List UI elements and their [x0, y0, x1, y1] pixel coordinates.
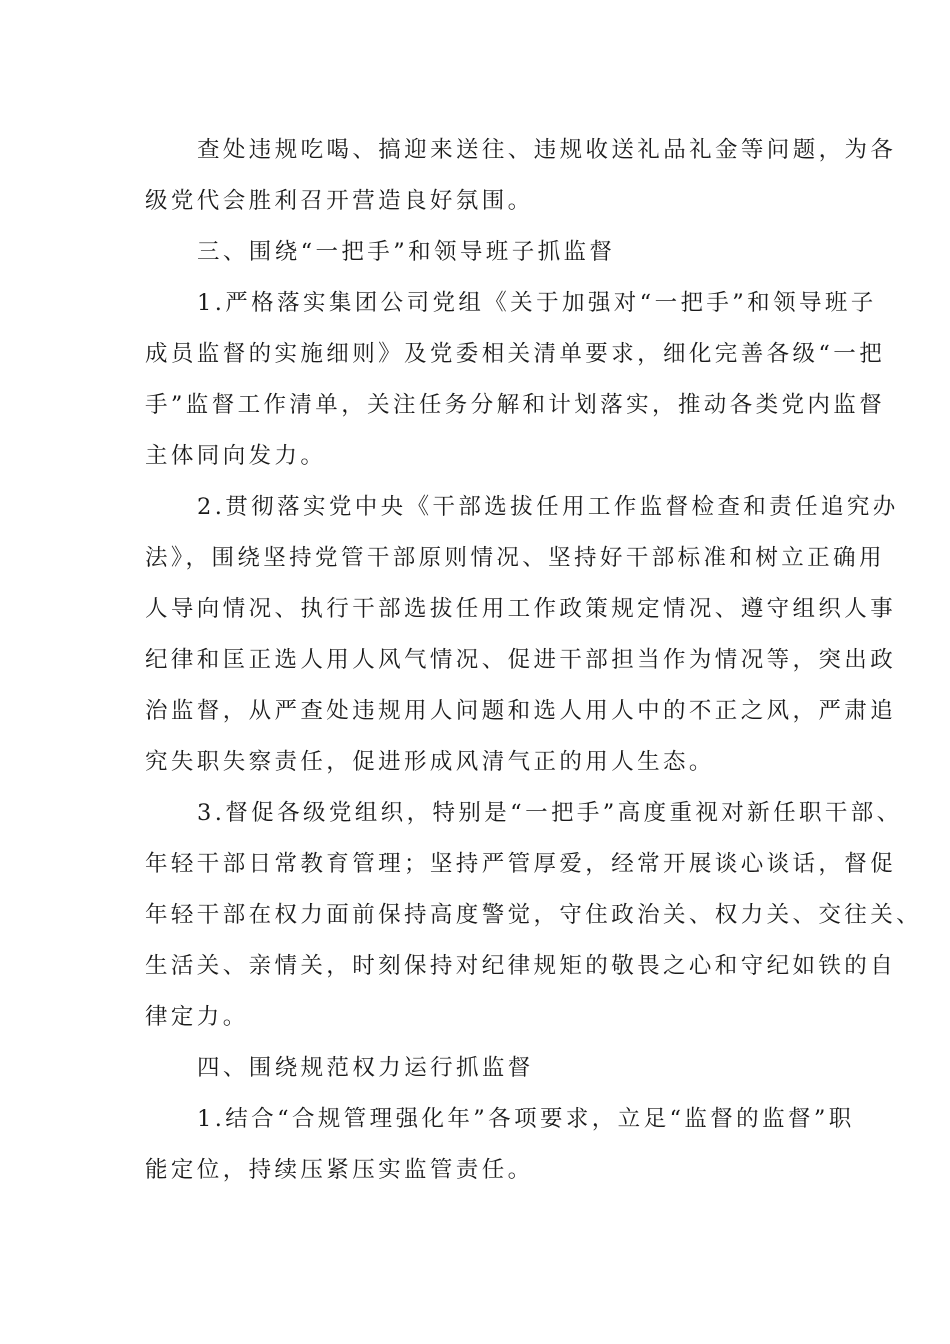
paragraph-line: 2.贯彻落实党中央《干部选拔任用工作监督检查和责任追究办 [197, 494, 899, 520]
paragraph-line: 3.督促各级党组织，特别是“一把手”高度重视对新任职干部、 [197, 800, 903, 826]
paragraph-line: 1.结合“合规管理强化年”各项要求，立足“监督的监督”职 [197, 1106, 855, 1132]
paragraph-line: 手”监督工作清单，关注任务分解和计划落实，推动各类党内监督 [145, 392, 886, 418]
paragraph-line: 1.严格落实集团公司党组《关于加强对“一把手”和领导班子 [197, 290, 877, 316]
paragraph-line: 主体同向发力。 [145, 443, 327, 469]
paragraph-line: 能定位，持续压紧压实监管责任。 [145, 1157, 534, 1183]
paragraph-line: 查处违规吃喝、搞迎来送往、违规收送礼品礼金等问题，为各 [197, 137, 897, 163]
paragraph-line: 纪律和匡正选人用人风气情况、促进干部担当作为情况等，突出政 [145, 647, 897, 673]
paragraph-line: 人导向情况、执行干部选拔任用工作政策规定情况、遵守组织人事 [145, 596, 897, 622]
section-heading-4: 四、围绕规范权力运行抓监督 [197, 1055, 534, 1081]
paragraph-line: 律定力。 [145, 1004, 249, 1030]
section-heading-3: 三、围绕“一把手”和领导班子抓监督 [197, 239, 616, 265]
paragraph-line: 究失职失察责任，促进形成风清气正的用人生态。 [145, 749, 715, 775]
paragraph-line: 法》，围绕坚持党管干部原则情况、坚持好干部标准和树立正确用 [145, 545, 885, 571]
paragraph-line: 成员监督的实施细则》及党委相关清单要求，细化完善各级“一把 [145, 341, 886, 367]
paragraph-line: 级党代会胜利召开营造良好氛围。 [145, 188, 534, 214]
paragraph-line: 年轻干部在权力面前保持高度警觉，守住政治关、权力关、交往关、 [145, 902, 923, 928]
paragraph-line: 治监督，从严查处违规用人问题和选人用人中的不正之风，严肃追 [145, 698, 897, 724]
paragraph-line: 生活关、亲情关，时刻保持对纪律规矩的敬畏之心和守纪如铁的自 [145, 953, 897, 979]
paragraph-line: 年轻干部日常教育管理；坚持严管厚爱，经常开展谈心谈话，督促 [145, 851, 897, 877]
